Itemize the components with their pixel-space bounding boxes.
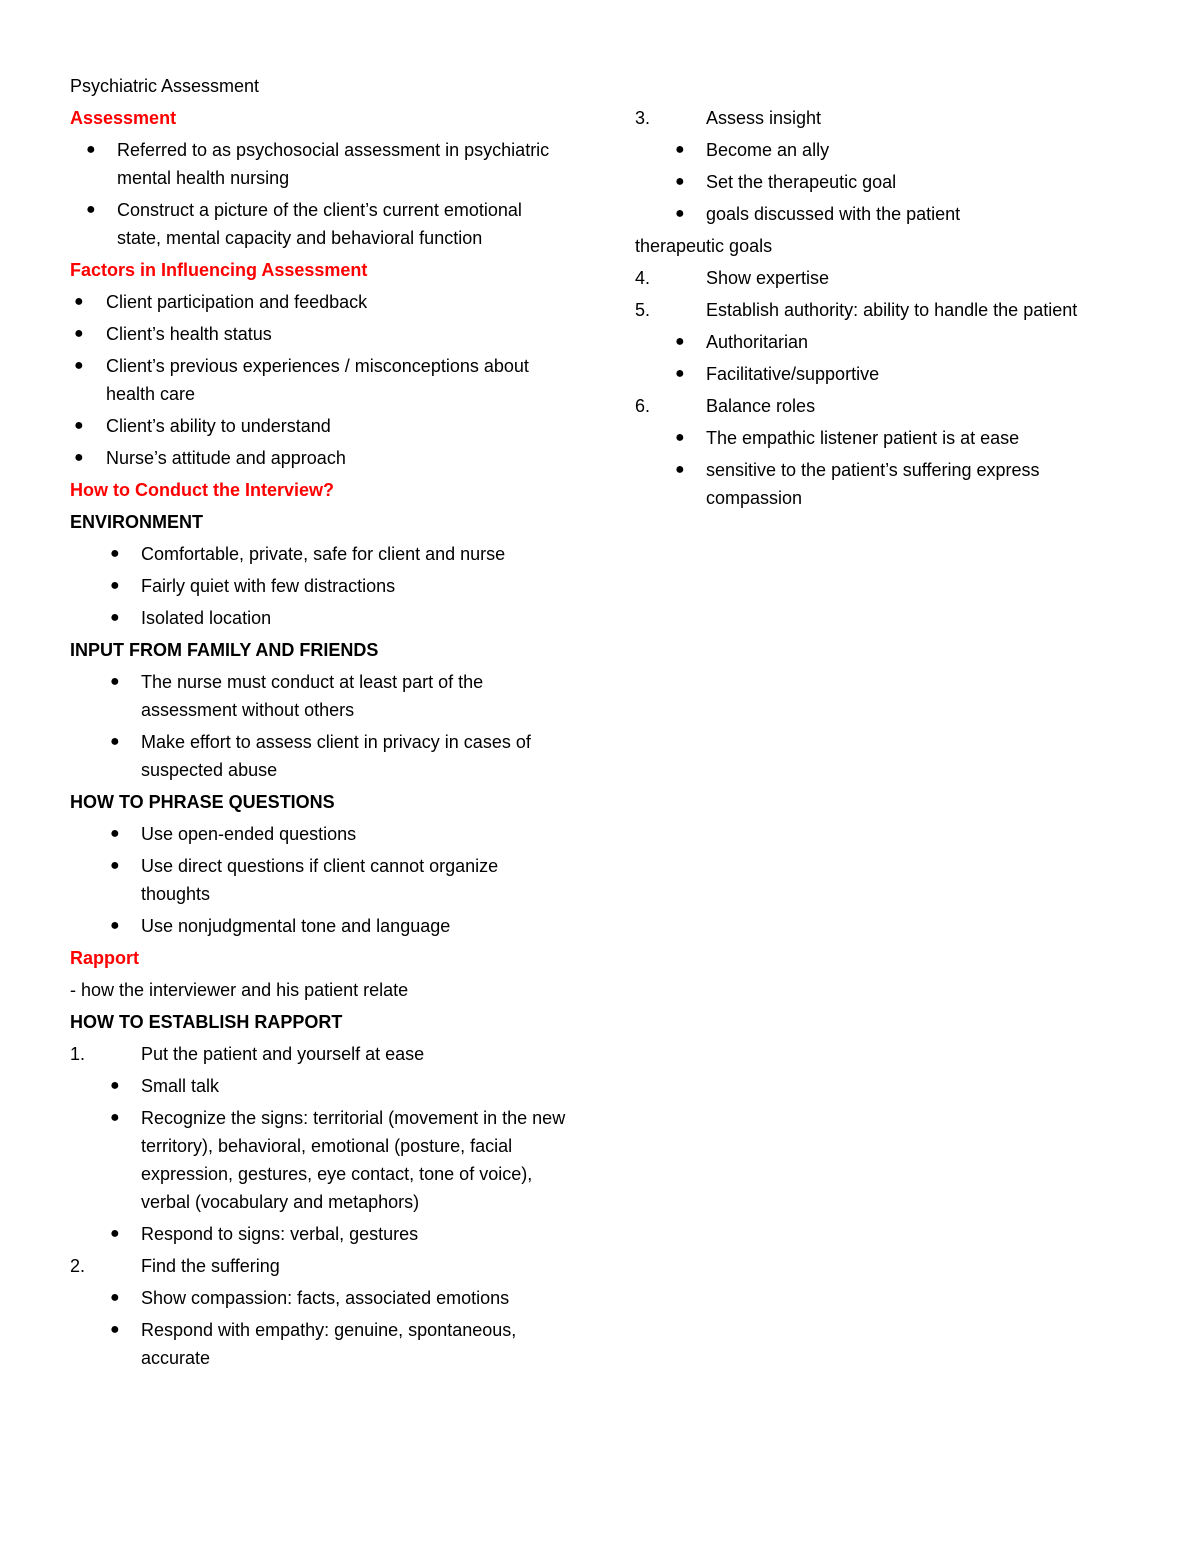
bullet-icon: ● [74,357,84,374]
list-item: ● Use nonjudgmental tone and language [70,912,570,940]
list-item: ● The empathic listener patient is at ease [635,424,1135,452]
step-number: 4. [635,268,651,288]
step-2-list [70,1284,570,1372]
bullet-icon: ● [110,917,120,934]
step-text: Show expertise [706,268,830,288]
list-item: ● Respond with empathy: genuine, spontaneous, accurate [70,1316,570,1372]
list-item: ● sensitive to the patient’s suffering express compassion [635,456,1135,512]
list-item: ● Client’s health status [70,320,570,348]
numbered-step-6 [635,392,1135,420]
list-item: ● The nurse must conduct at least part of the assessment without others [70,668,570,724]
bullet-icon: ● [86,141,96,158]
bullet-icon: ● [110,1077,120,1094]
bullet-icon: ● [675,461,685,478]
list-item: ● Client’s ability to understand [70,412,570,440]
list-item: ● Construct a picture of the client’s current emotional state, mental capacity and behavioral function [70,196,570,252]
list-item: ● Use direct questions if client cannot organize thoughts [70,852,570,908]
bullet-icon: ● [110,825,120,842]
bullet-icon: ● [110,545,120,562]
assessment-list [70,136,570,252]
bullet-icon: ● [110,1109,120,1126]
list-item: ● Nurse’s attitude and approach [70,444,570,472]
step-1-list [70,1072,570,1248]
bullet-icon: ● [74,449,84,466]
right-column [635,104,1135,516]
bullet-icon: ● [74,325,84,342]
list-item: ● Isolated location [70,604,570,632]
therapeutic-goals-text: therapeutic goals [635,236,773,256]
step-3-list [635,136,1135,228]
bullet-icon: ● [675,365,685,382]
step-5-list [635,328,1135,388]
step-number: 1. [70,1044,86,1064]
numbered-step-2 [70,1252,570,1280]
subheading-environment: ENVIRONMENT [70,512,204,532]
bullet-icon: ● [110,857,120,874]
list-item: ● Become an ally [635,136,1135,164]
subheading-establish-rapport: HOW TO ESTABLISH RAPPORT [70,1012,343,1032]
step-text: Assess insight [706,108,822,128]
numbered-step-5 [635,296,1135,324]
subheading-input-family: INPUT FROM FAMILY AND FRIENDS [70,640,379,660]
bullet-icon: ● [675,141,685,158]
list-item: ● Client’s previous experiences / misconceptions about health care [70,352,570,408]
step-number: 2. [70,1256,86,1276]
step-number: 3. [635,108,651,128]
bullet-icon: ● [110,673,120,690]
list-item: ● Respond to signs: verbal, gestures [70,1220,570,1248]
step-text: Put the patient and yourself at ease [141,1044,425,1064]
list-item: ● Show compassion: facts, associated emotions [70,1284,570,1312]
list-item: ● Recognize the signs: territorial (movement in the new territory), behavioral, emotional (posture, facial expression, gestures, eye contact, tone of voice), verbal (vocabulary and metaphors) [70,1104,570,1216]
step-text: Balance roles [706,396,816,416]
list-item: ● Small talk [70,1072,570,1100]
step-6-list [635,424,1135,512]
page-title: Psychiatric Assessment [70,76,260,96]
step-text: Establish authority: ability to handle the patient [706,300,1078,320]
left-column [70,72,570,1376]
bullet-icon: ● [110,577,120,594]
bullet-icon: ● [675,173,685,190]
list-item: ● goals discussed with the patient [635,200,1135,228]
list-item: ● Client participation and feedback [70,288,570,316]
list-item: ● Referred to as psychosocial assessment in psychiatric mental health nursing [70,136,570,192]
step-number: 5. [635,300,651,320]
factors-list [70,288,570,472]
list-item: ● Fairly quiet with few distractions [70,572,570,600]
bullet-icon: ● [675,429,685,446]
list-item: ● Set the therapeutic goal [635,168,1135,196]
list-item: ● Authoritarian [635,328,1135,356]
section-heading-factors: Factors in Influencing Assessment [70,260,368,280]
list-item: ● Use open-ended questions [70,820,570,848]
rapport-definition: - how the interviewer and his patient relate [70,980,409,1000]
numbered-step-3 [635,104,1135,132]
section-heading-interview: How to Conduct the Interview? [70,480,334,500]
list-item: ● Make effort to assess client in privacy in cases of suspected abuse [70,728,570,784]
bullet-icon: ● [110,609,120,626]
bullet-icon: ● [110,733,120,750]
bullet-icon: ● [74,417,84,434]
subheading-phrase-questions: HOW TO PHRASE QUESTIONS [70,792,335,812]
phrase-questions-list [70,820,570,940]
bullet-icon: ● [675,205,685,222]
numbered-step-1 [70,1040,570,1068]
bullet-icon: ● [110,1225,120,1242]
list-item: ● Facilitative/supportive [635,360,1135,388]
environment-list [70,540,570,632]
bullet-icon: ● [86,201,96,218]
step-number: 6. [635,396,651,416]
bullet-icon: ● [110,1289,120,1306]
bullet-icon: ● [110,1321,120,1338]
input-family-list [70,668,570,784]
numbered-step-4 [635,264,1135,292]
bullet-icon: ● [74,293,84,310]
bullet-icon: ● [675,333,685,350]
step-text: Find the suffering [141,1256,280,1276]
section-heading-rapport: Rapport [70,948,139,968]
list-item: ● Comfortable, private, safe for client and nurse [70,540,570,568]
section-heading-assessment: Assessment [70,108,177,128]
